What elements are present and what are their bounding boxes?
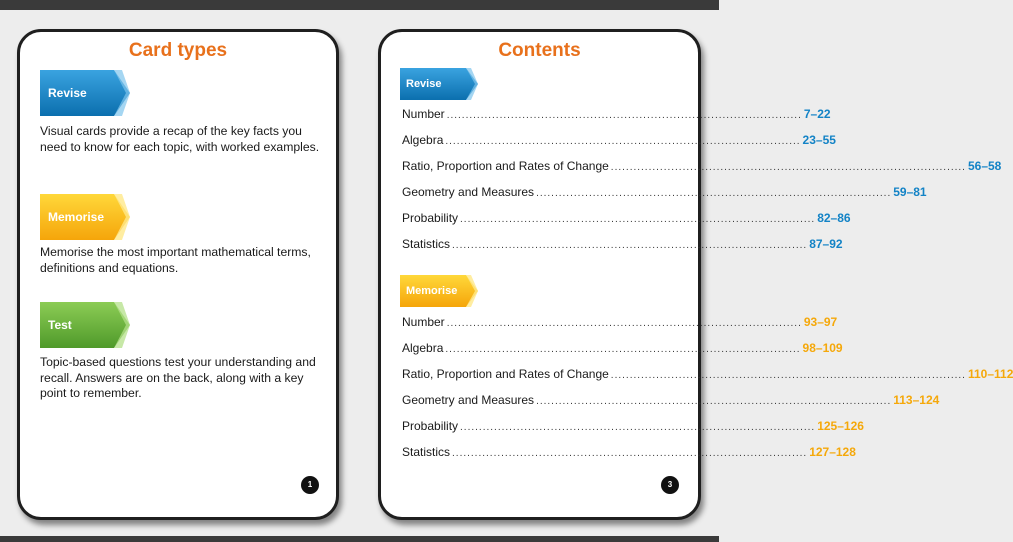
tag-label: Memorise [406,285,458,297]
page-range: 56–58 [967,159,1002,173]
tag-label: Test [48,318,72,332]
page-range: 59–81 [893,185,927,199]
contents-row[interactable] [402,419,864,435]
page-range: 93–97 [803,315,838,329]
topic-name: Probability [402,211,459,225]
revise-description: Visual cards provide a recap of the key facts you need to know for each topic, with worked examples. [40,124,320,154]
topic-name: Algebra [402,341,444,355]
topic-name: Algebra [402,133,444,147]
page-range: 110–112 [967,367,1013,381]
topic-name: Ratio, Proportion and Rates of Change [402,159,609,173]
contents-row[interactable] [402,341,843,357]
tag-label: Memorise [48,210,105,224]
tag-label: Revise [48,86,87,100]
topic-name: Geometry and Measures [402,185,535,199]
leader-dots: .............................................................................................. [445,136,801,147]
tag-label: Revise [406,78,442,90]
card-types-card [17,29,339,520]
contents-row[interactable] [402,393,940,409]
leader-dots: .............................................................................................. [446,318,802,329]
page-range: 23–55 [802,133,836,147]
card-title: Card types [128,40,228,61]
contents-row[interactable] [402,445,856,461]
contents-row[interactable] [402,211,851,227]
topic-name: Number [402,107,445,121]
leader-dots: .............................................................................................. [460,422,816,433]
contents-row[interactable] [402,367,1013,383]
contents-row[interactable] [402,133,836,149]
leader-dots: .............................................................................................. [452,448,808,459]
page-range: 127–128 [809,445,856,459]
contents-row[interactable] [402,107,831,123]
leader-dots: .............................................................................................. [610,370,966,381]
leader-dots: .............................................................................................. [446,110,802,121]
topic-name: Ratio, Proportion and Rates of Change [402,367,609,381]
leader-dots: .............................................................................................. [536,188,892,199]
contents-row[interactable] [402,315,838,331]
test-description: Topic-based questions test your understanding and recall. Answers are on the back, along with a key point to remember. [40,355,316,400]
leader-dots: .............................................................................................. [445,344,801,355]
top-frame-bar [0,0,719,10]
topic-name: Geometry and Measures [402,393,535,407]
page-range: 82–86 [817,211,851,225]
memorise-description: Memorise the most important mathematical terms, definitions and equations. [40,245,311,275]
page-range: 87–92 [809,237,843,251]
leader-dots: .............................................................................................. [452,240,808,251]
page-range: 7–22 [803,107,831,121]
contents-row[interactable] [402,159,1002,175]
topic-name: Statistics [402,237,451,251]
leader-dots: .............................................................................................. [460,214,816,225]
leader-dots: .............................................................................................. [536,396,892,407]
page-number-badge: 3 [661,476,679,494]
page-range: 113–124 [893,393,940,407]
topic-name: Statistics [402,445,451,459]
leader-dots: .............................................................................................. [610,162,966,173]
contents-row[interactable] [402,237,843,253]
revise-tag [400,68,478,100]
page-range: 98–109 [802,341,843,355]
topic-name: Number [402,315,445,329]
card-title: Contents [498,40,581,61]
memorise-tag [400,275,478,307]
page-range: 125–126 [817,419,864,433]
topic-name: Probability [402,419,459,433]
page-number-badge: 1 [301,476,319,494]
test-tag [40,302,130,348]
memorise-tag [40,194,130,240]
revise-tag [40,70,130,116]
bottom-frame-bar [0,536,719,542]
contents-card [378,29,1013,520]
contents-row[interactable] [402,185,927,201]
